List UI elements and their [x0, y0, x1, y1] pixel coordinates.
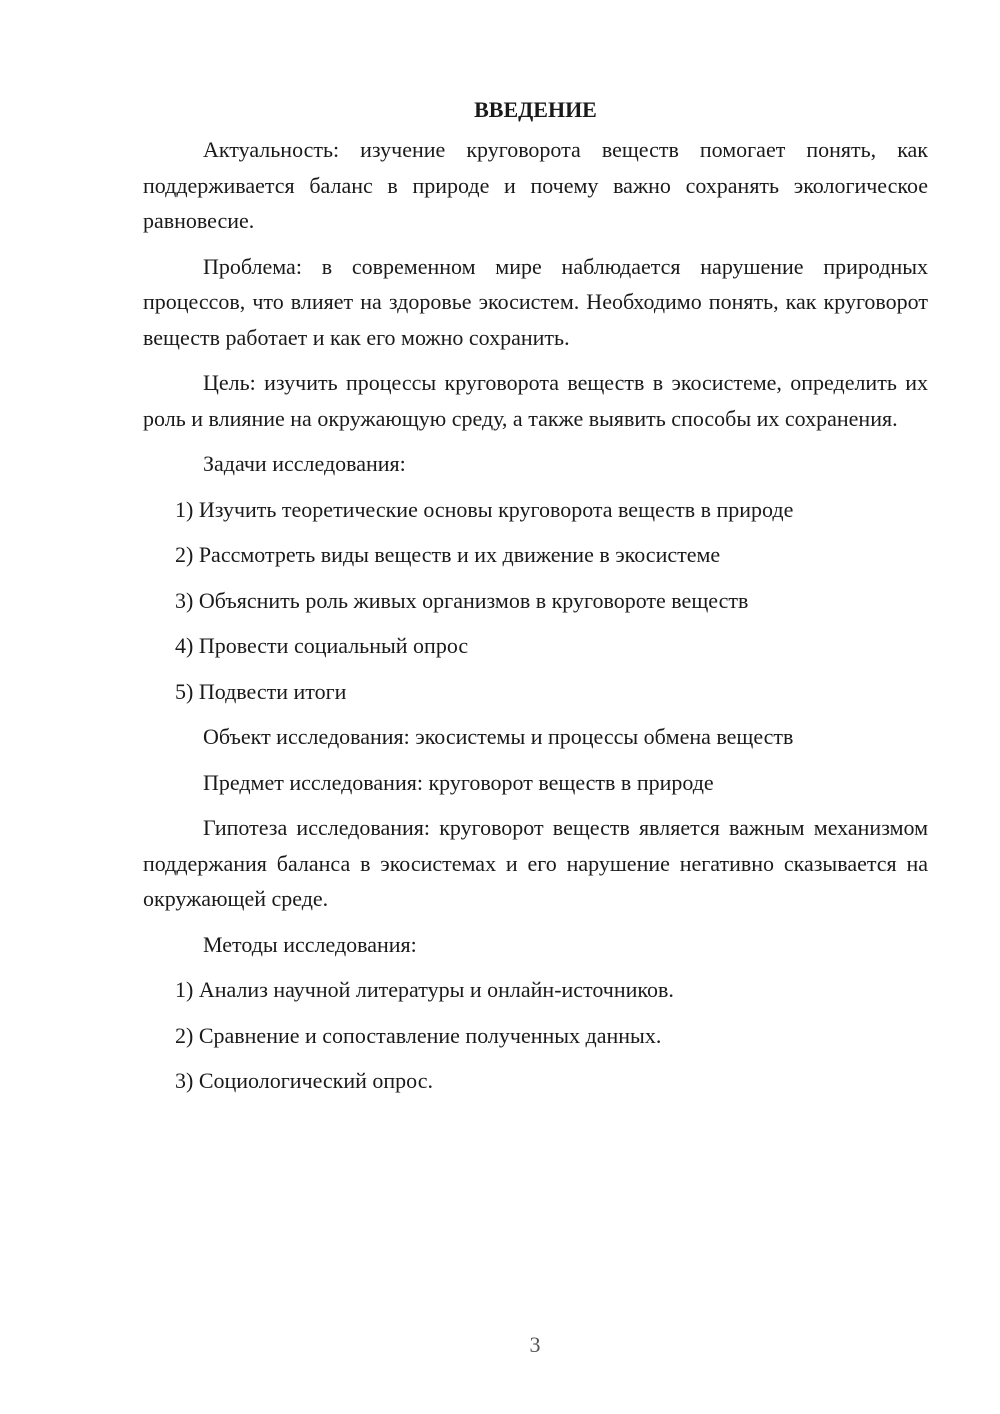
method-item: 3) Социологический опрос.	[175, 1068, 433, 1093]
problem-paragraph: Проблема: в современном мире наблюдается нарушение природных процессов, что влияет на здоровье экосистем. Необходимо понять, как круговорот веществ работает и как его можно сохранить.	[143, 253, 928, 350]
object-line: Объект исследования: экосистемы и процессы обмена веществ	[203, 724, 794, 749]
task-item: 2) Рассмотреть виды веществ и их движение в экосистеме	[175, 542, 721, 567]
method-item: 1) Анализ научной литературы и онлайн-источников.	[175, 977, 674, 1002]
page-content	[143, 92, 928, 1109]
hypothesis-paragraph: Гипотеза исследования: круговорот веществ является важным механизмом поддержания баланса в экосистемах и его нарушение негативно сказывается на окружающей среде.	[143, 815, 928, 911]
subject-line: Предмет исследования: круговорот веществ в природе	[203, 769, 714, 795]
goal-paragraph: Цель: изучить процессы круговорота веществ в экосистеме, определить их роль и влияние на окружающую среду, а также выявить способы их сохранения.	[143, 370, 928, 431]
task-item: 4) Провести социальный опрос	[175, 633, 469, 658]
method-item: 2) Сравнение и сопоставление полученных данных.	[175, 1022, 662, 1048]
page-number: 3	[529, 1332, 541, 1357]
task-item: 5) Подвести итоги	[175, 678, 347, 704]
section-heading: ВВЕДЕНИЕ	[474, 97, 597, 122]
relevance-paragraph: Актуальность: изучение круговорота веществ помогает понять, как поддерживается баланс в природе и почему важно сохранять экологическое равновесие.	[143, 137, 928, 233]
methods-label: Методы исследования:	[203, 931, 417, 957]
task-item: 1) Изучить теоретические основы круговорота веществ в природе	[175, 496, 794, 522]
tasks-label: Задачи исследования:	[203, 451, 406, 476]
task-item: 3) Объяснить роль живых организмов в круговороте веществ	[175, 587, 749, 613]
